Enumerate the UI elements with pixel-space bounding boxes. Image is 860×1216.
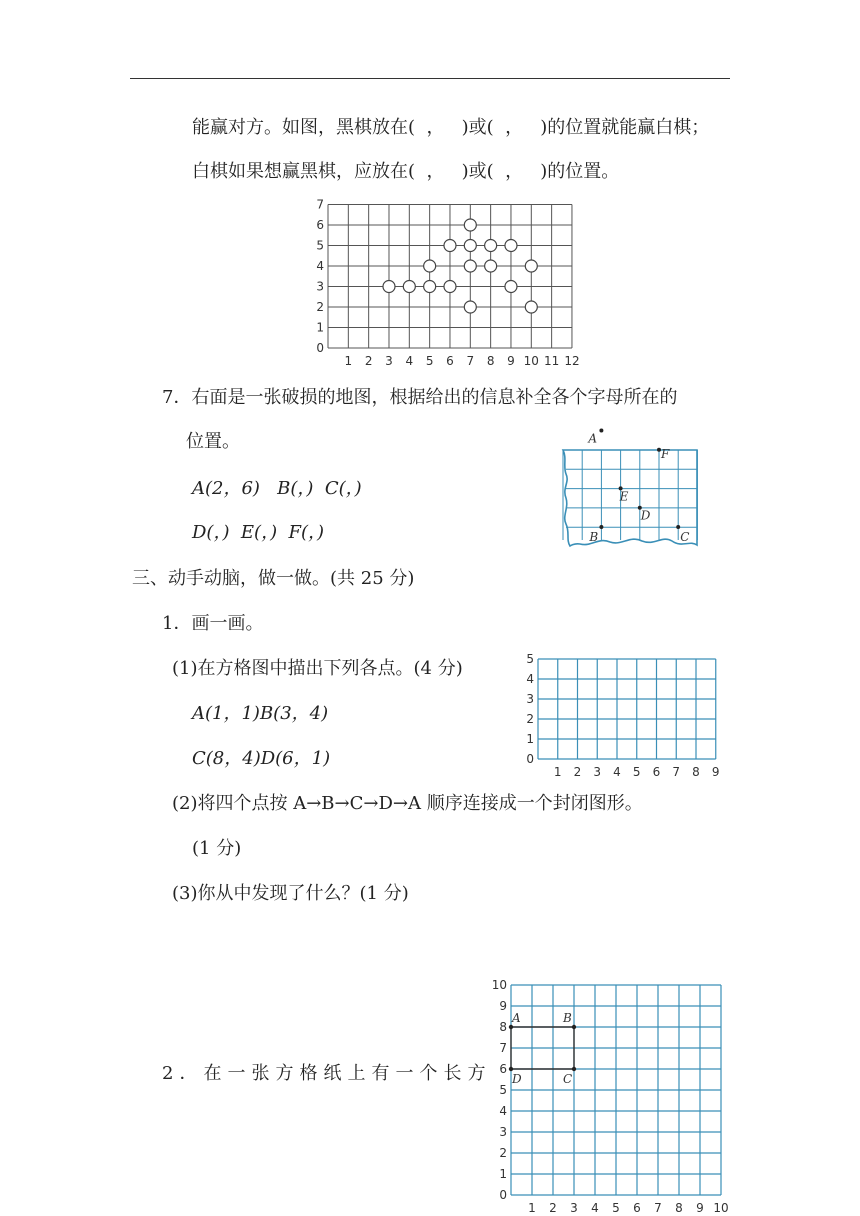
y-tick-label: 1 (316, 320, 324, 335)
question-1-part-2-score: (1 分) (192, 838, 242, 859)
x-tick-label: 4 (591, 1201, 599, 1215)
y-tick-label: 2 (499, 1146, 507, 1160)
question-1-part-2: (2)将四个点按 A→B→C→D→A 顺序连接成一个封闭图形。 (172, 793, 643, 814)
x-tick-label: 9 (711, 765, 720, 779)
question-1-points-2: C(8，4)D(6，1) (192, 748, 331, 769)
y-tick-label: 5 (316, 238, 324, 253)
y-tick-label: 4 (499, 1104, 507, 1118)
question-1-part-1: (1)在方格图中描出下列各点。(4 分) (172, 658, 463, 679)
y-tick-label: 0 (526, 752, 534, 766)
y-tick-label: 10 (491, 978, 507, 992)
x-tick-label: 6 (633, 1201, 641, 1215)
x-tick-label: 9 (696, 1201, 704, 1215)
x-tick-label: 8 (675, 1201, 683, 1215)
y-tick-label: 4 (316, 259, 324, 273)
map-point-label: B (589, 530, 599, 544)
y-tick-label: 8 (499, 1020, 507, 1034)
y-tick-label: 9 (499, 999, 507, 1013)
y-tick-label: 6 (316, 218, 324, 232)
x-tick-label: 3 (593, 765, 602, 779)
rectangle-vertex-label: D (512, 1072, 522, 1086)
x-tick-label: 5 (425, 354, 434, 368)
text-line-1: 能赢对方。如图，黑棋放在( ， )或( ， )的位置就能赢白棋； (192, 117, 710, 138)
x-tick-label: 5 (612, 1201, 620, 1215)
map-point-label: E (619, 489, 629, 504)
x-tick-label: 6 (652, 765, 661, 779)
question-2-text: 2．在一张方格纸上有一个长方 (162, 1063, 492, 1084)
y-tick-label: 7 (499, 1041, 507, 1055)
x-tick-label: 3 (570, 1201, 578, 1215)
rectangle-vertex-label: A (512, 1011, 521, 1025)
y-tick-label: 0 (316, 341, 324, 355)
x-tick-label: 4 (613, 765, 621, 779)
x-tick-label: 12 (564, 354, 580, 368)
rectangle-vertex (572, 1067, 576, 1071)
x-tick-label: 5 (632, 765, 641, 779)
y-tick-label: 4 (526, 672, 534, 686)
y-tick-label: 5 (526, 652, 534, 666)
question-7-answers-2: D(，) E(，) F(，) (192, 522, 325, 543)
y-tick-label: 7 (316, 197, 324, 212)
question-7-answers-1: A(2，6) B(，) C(，) (192, 478, 362, 499)
map-point-label: F (661, 446, 670, 461)
x-tick-label: 7 (466, 354, 475, 368)
x-tick-label: 2 (364, 354, 373, 368)
rectangle-vertex (572, 1025, 576, 1029)
x-tick-label: 11 (543, 354, 560, 368)
map-point-label: A (588, 431, 598, 446)
x-tick-label: 10 (523, 354, 539, 368)
x-tick-label: 10 (713, 1201, 729, 1215)
question-1-title: 1．画一画。 (162, 613, 264, 634)
y-tick-label: 1 (526, 732, 534, 746)
x-tick-label: 3 (385, 354, 393, 368)
x-tick-label: 8 (486, 354, 495, 368)
y-tick-label: 5 (499, 1083, 507, 1097)
rectangle-vertex (509, 1025, 513, 1029)
x-tick-label: 4 (405, 354, 414, 368)
x-tick-label: 6 (446, 354, 454, 368)
question-1-points-1: A(1，1)B(3，4) (192, 703, 329, 724)
y-tick-label: 3 (316, 279, 324, 294)
x-tick-label: 9 (507, 354, 515, 368)
map-point-label: D (640, 508, 651, 523)
x-tick-label: 1 (344, 354, 353, 368)
y-tick-label: 1 (499, 1167, 507, 1181)
question-1-part-3: (3)你从中发现了什么？(1 分) (172, 883, 409, 904)
x-tick-label: 1 (528, 1201, 536, 1215)
x-tick-label: 1 (553, 765, 562, 779)
y-tick-label: 2 (316, 300, 324, 314)
rectangle-vertex-label: B (563, 1011, 572, 1025)
y-tick-label: 0 (499, 1188, 507, 1202)
y-tick-label: 6 (499, 1062, 507, 1076)
rectangle-vertex (509, 1067, 513, 1071)
map-point-label: C (680, 530, 690, 544)
section-3-heading: 三、动手动脑，做一做。(共 25 分) (132, 568, 415, 589)
x-tick-label: 7 (672, 765, 681, 779)
y-tick-label: 3 (526, 692, 534, 706)
y-tick-label: 2 (526, 712, 534, 726)
x-tick-label: 2 (549, 1201, 557, 1215)
rectangle-vertex-label: C (563, 1072, 573, 1086)
x-tick-label: 2 (573, 765, 582, 779)
text-line-2: 白棋如果想赢黑棋，应放在( ， )或( ， )的位置。 (192, 161, 620, 182)
x-tick-label: 8 (692, 765, 700, 779)
question-7-line-2: 位置。 (186, 431, 240, 452)
question-7-line-1: 7．右面是一张破损的地图，根据给出的信息补全各个字母所在的 (162, 387, 678, 408)
y-tick-label: 3 (499, 1125, 507, 1139)
x-tick-label: 7 (654, 1201, 662, 1215)
